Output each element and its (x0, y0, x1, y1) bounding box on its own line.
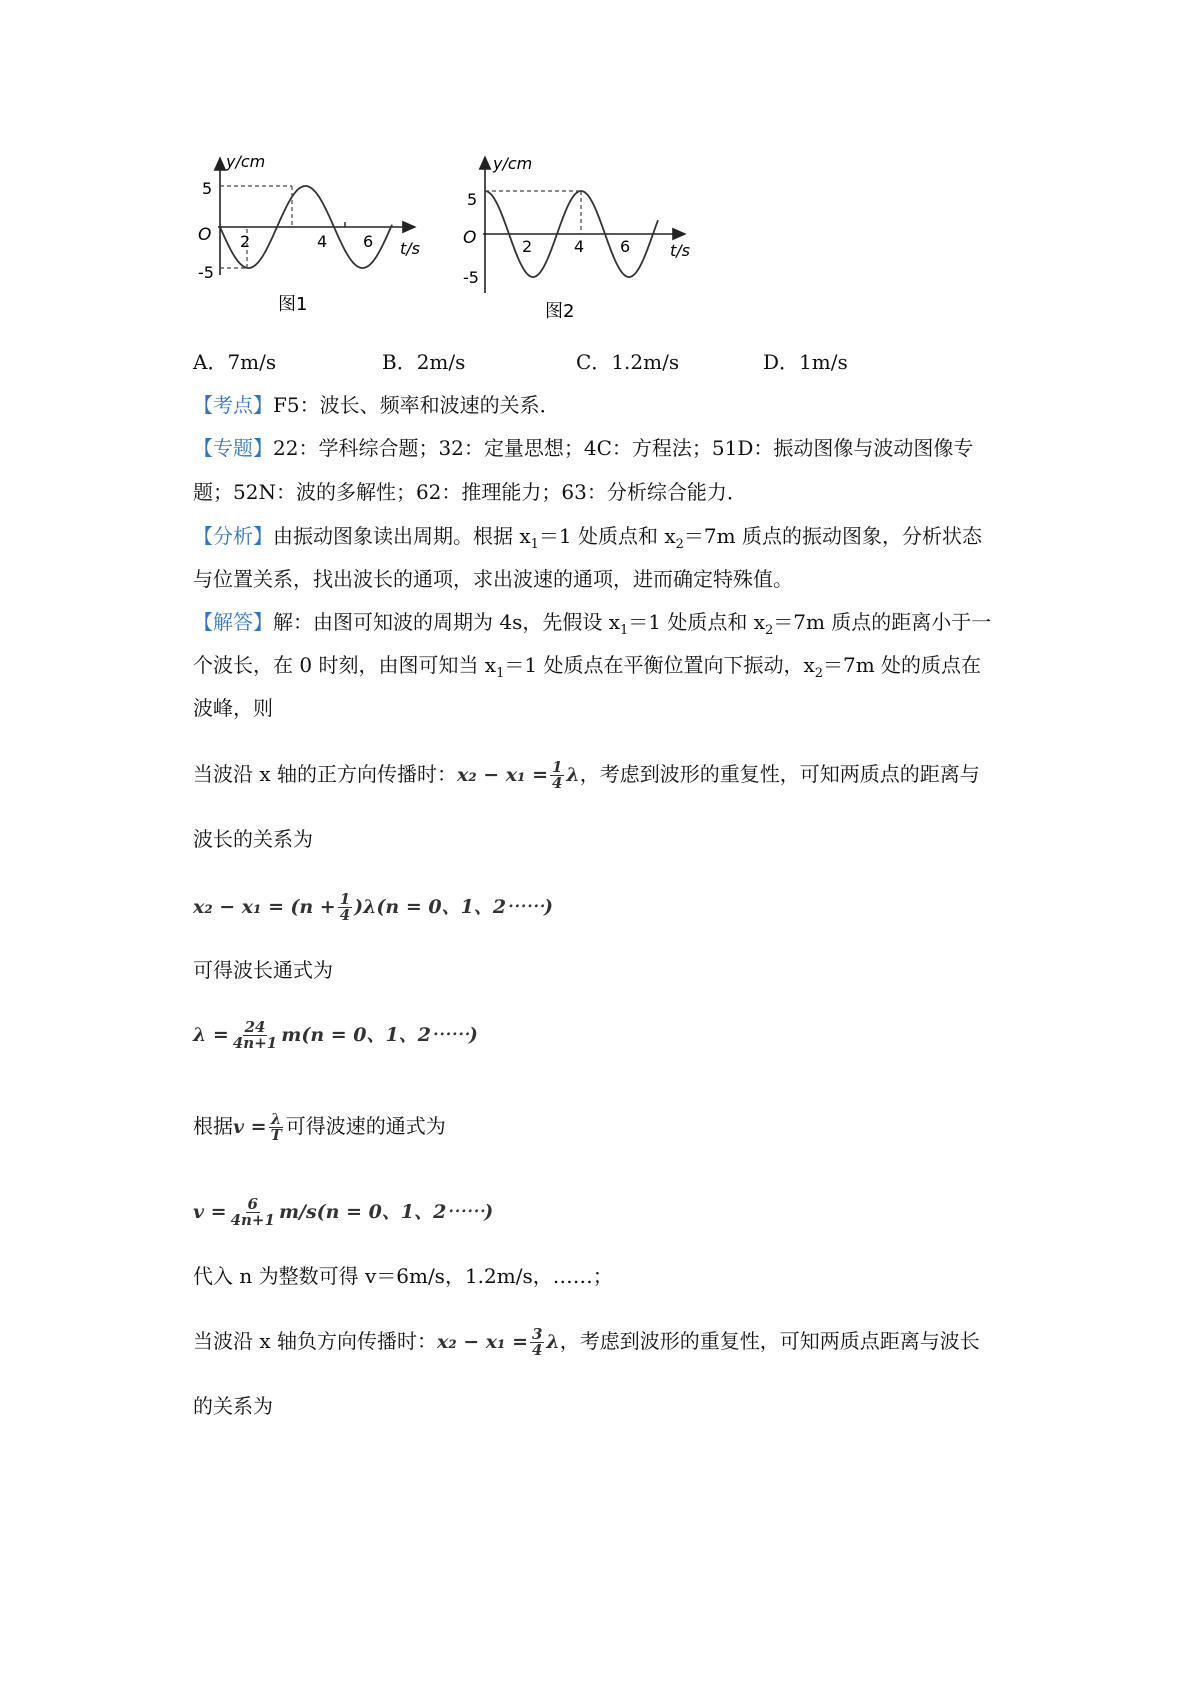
fig2-origin: O (463, 228, 477, 248)
neg-eq-fraction (530, 1327, 544, 1358)
fig1-y-tick-5: 5 (202, 179, 213, 198)
jieda-sub-1: 1 (619, 623, 629, 638)
eq-n-den: 4 (339, 906, 351, 924)
genju-fraction (269, 1112, 284, 1143)
option-c-value: 1.2m/s (611, 350, 680, 374)
pos-eq-lambda: λ (566, 764, 580, 786)
jieda-sub-4: 2 (814, 666, 824, 681)
zhuanti-line-1 (193, 434, 973, 462)
pos-dir-line-1 (193, 760, 980, 791)
substitute-line: 代入 n 为整数可得 v＝6m/s，1.2m/s，……； (193, 1264, 613, 1288)
kaodian-tag: 【考点】 (193, 393, 273, 417)
wavelength-label: 可得波长通式为 (193, 958, 333, 982)
zhuanti-text-1: 22：学科综合题；32：定量思想；4C：方程法；51D：振动图像与波动图像专 (273, 436, 974, 460)
jieda-sub-2: 2 (764, 623, 774, 638)
eq-n-suffix: )λ(n = 0、1、2⋯⋯) (354, 896, 554, 918)
eq-v-num: 6 (247, 1195, 258, 1213)
neg-dir-prefix: 当波沿 x 轴负方向传播时： (193, 1329, 437, 1353)
fig2-t-tick-4: 4 (574, 237, 585, 256)
fig2-t-label: t/s (670, 241, 690, 260)
figure-1-graph (190, 140, 440, 325)
genju-num: λ (270, 1110, 282, 1128)
fig1-caption: 图1 (278, 294, 308, 315)
fig2-t-tick-6: 6 (620, 237, 631, 256)
option-d-value: 1m/s (799, 350, 848, 374)
option-b-value: 2m/s (416, 350, 466, 374)
fenxi-text-1b: ＝1 处质点和 x (538, 524, 676, 548)
eq-n-num: 1 (339, 890, 351, 908)
option-b-letter: B． (382, 350, 417, 374)
option-a-value: 7m/s (227, 350, 277, 374)
neg-eq-num: 3 (531, 1325, 543, 1343)
fenxi-sub-1: 1 (530, 537, 539, 552)
eq-v-suffix: m/s(n = 0、1、2⋯⋯) (278, 1201, 494, 1223)
fig1-t-tick-2: 2 (240, 232, 251, 251)
jieda-text-1b: ＝1 处质点和 x (628, 610, 765, 634)
eq-lambda-suffix: m(n = 0、1、2⋯⋯) (281, 1024, 478, 1046)
zhuanti-line-2: 题；52N：波的多解性；62：推理能力；63：分析综合能力． (193, 480, 747, 504)
eq-n-relation (193, 892, 553, 923)
eq-v-den: 4n+1 (230, 1211, 275, 1229)
jieda-text-2b: ＝1 处质点在平衡位置向下振动，x (504, 653, 815, 677)
eq-lambda-fraction (231, 1020, 279, 1051)
pos-dir-line-2: 波长的关系为 (193, 827, 313, 851)
pos-eq-den: 4 (551, 774, 563, 792)
jieda-line-1 (193, 608, 991, 645)
jieda-sub-3: 1 (496, 666, 505, 681)
zhuanti-tag: 【专题】 (193, 436, 273, 460)
kaodian-line (193, 391, 560, 419)
jieda-text-1c: ＝7m 质点的距离小于一 (773, 610, 992, 634)
eq-v-lhs: v = (193, 1201, 227, 1223)
option-c (576, 348, 679, 376)
eq-v-fraction (229, 1197, 277, 1228)
fenxi-text-1a: 由振动图象读出周期。根据 x (273, 524, 531, 548)
neg-dir-line-1 (193, 1327, 980, 1358)
pos-dir-suffix: ，考虑到波形的重复性，可知两质点的距离与 (579, 762, 980, 786)
fig2-t-tick-2: 2 (522, 237, 533, 256)
fenxi-line-2: 与位置关系，找出波长的通项，求出波速的通项，进而确定特殊值。 (193, 567, 793, 591)
jieda-text-1a: 解：由图可知波的周期为 4s，先假设 x (273, 610, 620, 634)
eq-n-fraction (338, 892, 352, 923)
jieda-tag: 【解答】 (193, 610, 273, 634)
fenxi-line-1 (193, 522, 982, 559)
eq-n-prefix: (n + (290, 896, 336, 918)
genju-eq-lhs: v = (233, 1116, 267, 1138)
fig1-t-tick-6: 6 (363, 232, 374, 251)
genju-suffix: 可得波速的通式为 (285, 1114, 446, 1138)
jieda-line-2 (193, 651, 981, 688)
fig1-t-label: t/s (400, 239, 420, 258)
option-a-letter: A． (193, 350, 228, 374)
fenxi-sub-2: 2 (675, 537, 684, 552)
fenxi-text-1c: ＝7m 质点的振动图象，分析状态 (683, 524, 982, 548)
neg-eq-lhs: x₂ − x₁ = (437, 1331, 528, 1353)
fig2-y-tick-neg5: -5 (463, 268, 479, 287)
fig1-origin: O (198, 225, 212, 245)
neg-eq-lambda: λ (546, 1331, 560, 1353)
option-c-letter: C． (576, 350, 612, 374)
pos-eq-fraction (550, 760, 564, 791)
eq-lambda-num: 24 (244, 1018, 266, 1036)
option-a (193, 348, 276, 376)
pos-eq-num: 1 (551, 758, 563, 776)
eq-lambda-lhs: λ = (193, 1024, 229, 1046)
figure-2-graph (460, 145, 710, 330)
option-b (382, 348, 465, 376)
pos-eq-lhs: x₂ − x₁ = (457, 764, 548, 786)
fig2-caption: 图2 (545, 301, 575, 322)
fig2-y-tick-5: 5 (467, 190, 478, 209)
eq-lambda-den: 4n+1 (232, 1034, 278, 1052)
genju-prefix: 根据 (193, 1114, 233, 1138)
genju-den: T (270, 1126, 282, 1144)
kaodian-text: F5：波长、频率和波速的关系． (273, 393, 560, 417)
eq-velocity (193, 1197, 493, 1228)
eq-n-lhs: x₂ − x₁ = (193, 896, 284, 918)
fig1-y-label: y/cm (226, 152, 266, 171)
option-d-letter: D． (763, 350, 800, 374)
eq-lambda (193, 1020, 478, 1051)
fig1-y-tick-neg5: -5 (198, 263, 214, 282)
neg-dir-suffix: ，考虑到波形的重复性，可知两质点距离与波长 (559, 1329, 980, 1353)
jieda-line-3: 波峰，则 (193, 696, 273, 720)
jieda-text-2c: ＝7m 处的质点在 (823, 653, 982, 677)
fenxi-tag: 【分析】 (193, 524, 273, 548)
neg-eq-den: 4 (531, 1341, 543, 1359)
option-d (763, 348, 848, 376)
neg-dir-line-2: 的关系为 (193, 1394, 273, 1418)
fig1-t-tick-4: 4 (317, 232, 328, 251)
fig2-y-label: y/cm (493, 154, 533, 173)
pos-dir-prefix: 当波沿 x 轴的正方向传播时： (193, 762, 457, 786)
jieda-text-2a: 个波长，在 0 时刻，由图可知当 x (193, 653, 497, 677)
genju-line (193, 1112, 446, 1143)
